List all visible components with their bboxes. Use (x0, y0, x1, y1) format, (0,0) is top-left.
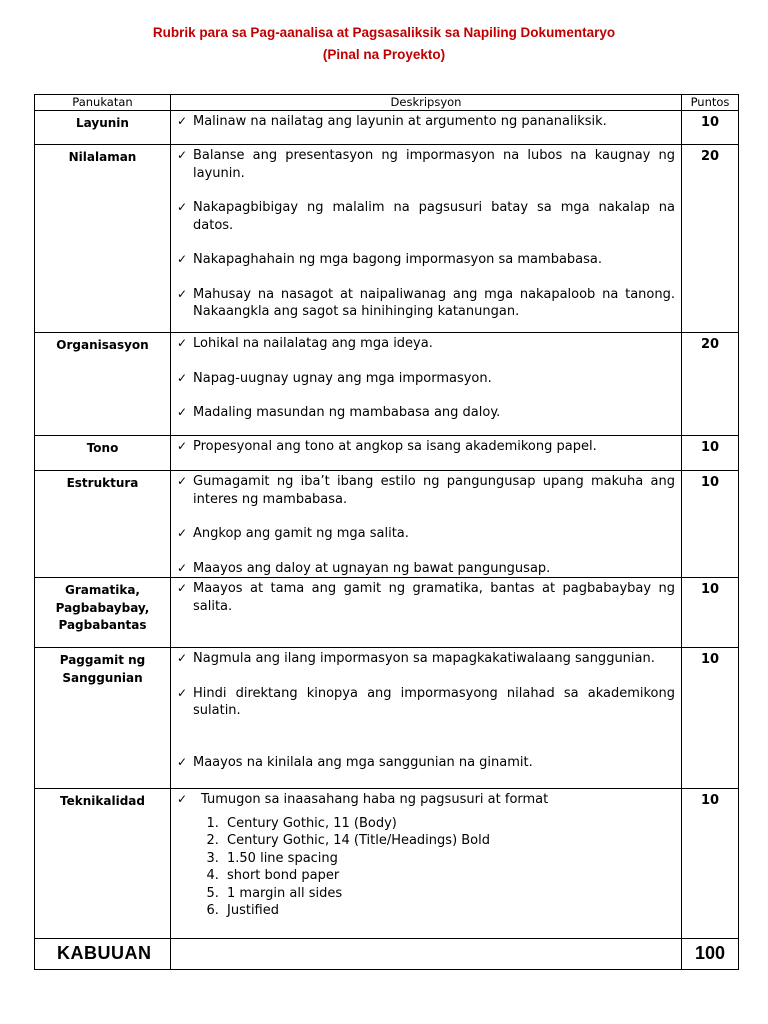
list-item: ✓ Hindi direktang kinopya ang impormasyong nilahad sa akademikong sulatin. (177, 685, 675, 718)
list-item: ✓ Maayos na kinilala ang mga sanggunian na ginamit. (177, 754, 533, 770)
description-cell (171, 145, 682, 333)
table-row (35, 333, 739, 436)
description-cell (171, 789, 682, 939)
list-item: ✓ Gumagamit ng iba’t ibang estilo ng pangungusap upang makuha ang interes ng mambabasa. (177, 474, 675, 507)
criterion-cell: Nilalaman (35, 145, 171, 333)
table-row (35, 145, 739, 333)
points-cell: 10 (682, 789, 739, 939)
format-item: 3. 1.50 line spacing (223, 850, 681, 868)
format-item: 4. short bond paper (223, 867, 681, 885)
table-row (35, 111, 739, 145)
points-cell: 20 (682, 333, 739, 436)
format-item: 1. Century Gothic, 11 (Body) (223, 815, 681, 833)
list-item: ✓ Napag-uugnay ugnay ang mga impormasyon. (177, 370, 492, 386)
criterion-line: Gramatika, (65, 583, 140, 597)
criterion-cell (35, 648, 171, 789)
description-cell (171, 111, 682, 145)
description-cell (171, 648, 682, 789)
total-empty-cell (171, 939, 682, 970)
list-item: ✓ Malinaw na nailatag ang layunin at argumento ng pananaliksik. (177, 114, 607, 129)
criterion-cell: Tono (35, 436, 171, 471)
criterion-cell: Layunin (35, 111, 171, 145)
table-row (35, 789, 739, 939)
points-cell: 10 (682, 436, 739, 471)
table-row (35, 436, 739, 471)
criterion-cell: Organisasyon (35, 333, 171, 436)
list-item: ✓ Balanse ang presentasyon ng impormasyon na lubos na kaugnay ng layunin. (177, 148, 675, 181)
check-icon: ✓ (177, 370, 188, 385)
points-cell: 10 (682, 111, 739, 145)
description-cell (171, 333, 682, 436)
header-description: Deskripsyon (171, 95, 682, 111)
check-icon: ✓ (177, 114, 188, 128)
format-item: 2. Century Gothic, 14 (Title/Headings) Bold (223, 832, 681, 850)
check-icon: ✓ (177, 405, 188, 419)
list-item: ✓ Tumugon sa inaasahang haba ng pagsusuri at format (177, 792, 549, 807)
table-row (35, 578, 739, 648)
check-icon: ✓ (177, 581, 188, 595)
criterion-line: Pagbabantas (58, 618, 147, 632)
criterion-line: Pagbabaybay, (55, 600, 150, 615)
list-item: ✓ Nagmula ang ilang impormasyon sa mapagkakatiwalaang sanggunian. (177, 651, 655, 666)
table-row (35, 471, 739, 578)
check-icon: ✓ (177, 792, 188, 806)
check-icon: ✓ (177, 286, 188, 301)
criterion-cell: Estruktura (35, 471, 171, 578)
check-icon: ✓ (177, 336, 188, 350)
table-row (35, 648, 739, 789)
list-item: ✓ Mahusay na nasagot at naipaliwanag ang mga nakapaloob na tanong. Nakaangkla ang sagot sa hinihinging katanungan. (177, 286, 675, 319)
list-item: ✓ Angkop ang gamit ng mga salita. (177, 526, 409, 541)
list-item: ✓ Propesyonal ang tono at angkop sa isang akademikong papel. (177, 439, 597, 454)
format-item: 6. Justified (223, 902, 681, 920)
document-subtitle: (Pinal na Proyekto) (322, 47, 446, 62)
criterion-cell (35, 578, 171, 648)
description-cell (171, 578, 682, 648)
points-cell: 10 (682, 471, 739, 578)
list-item: ✓ Lohikal na nailalatag ang mga ideya. (177, 336, 433, 351)
points-cell: 10 (682, 578, 739, 648)
list-item: ✓ Madaling masundan ng mambabasa ang daloy. (177, 405, 501, 420)
criterion-line: Sanggunian (62, 670, 143, 685)
check-icon: ✓ (177, 439, 188, 453)
criterion-line: Paggamit ng (59, 653, 146, 667)
points-cell: 10 (682, 648, 739, 789)
check-icon: ✓ (177, 651, 188, 665)
list-item: ✓ Maayos ang daloy at ugnayan ng bawat pangungusap. (177, 560, 551, 576)
check-icon: ✓ (177, 252, 188, 266)
description-cell (171, 436, 682, 471)
header-criterion: Panukatan (35, 95, 171, 111)
criterion-cell: Teknikalidad (35, 789, 171, 939)
check-icon: ✓ (177, 754, 188, 769)
check-icon: ✓ (177, 474, 188, 488)
format-item: 5. 1 margin all sides (223, 885, 681, 903)
format-list (171, 815, 681, 920)
document-title: Rubrik para sa Pag-aanalisa at Pagsasaliksik sa Napiling Dokumentaryo (152, 25, 616, 40)
check-icon: ✓ (177, 148, 188, 162)
total-points: 100 (682, 939, 739, 970)
check-icon: ✓ (177, 685, 188, 700)
table-header-row (35, 95, 739, 111)
total-row (35, 939, 739, 970)
points-cell: 20 (682, 145, 739, 333)
list-item: ✓ Nakapaghahain ng mga bagong impormasyon sa mambabasa. (177, 252, 602, 267)
header-points: Puntos (682, 95, 739, 111)
rubric-table (34, 94, 739, 970)
list-item: ✓ Nakapagbibigay ng malalim na pagsusuri batay sa mga nakalap na datos. (177, 200, 675, 233)
total-label: KABUUAN (35, 939, 171, 970)
check-icon: ✓ (177, 560, 188, 575)
description-cell (171, 471, 682, 578)
check-icon: ✓ (177, 200, 188, 214)
check-icon: ✓ (177, 526, 188, 540)
list-item: ✓ Maayos at tama ang gamit ng gramatika, bantas at pagbabaybay ng salita. (177, 581, 675, 614)
